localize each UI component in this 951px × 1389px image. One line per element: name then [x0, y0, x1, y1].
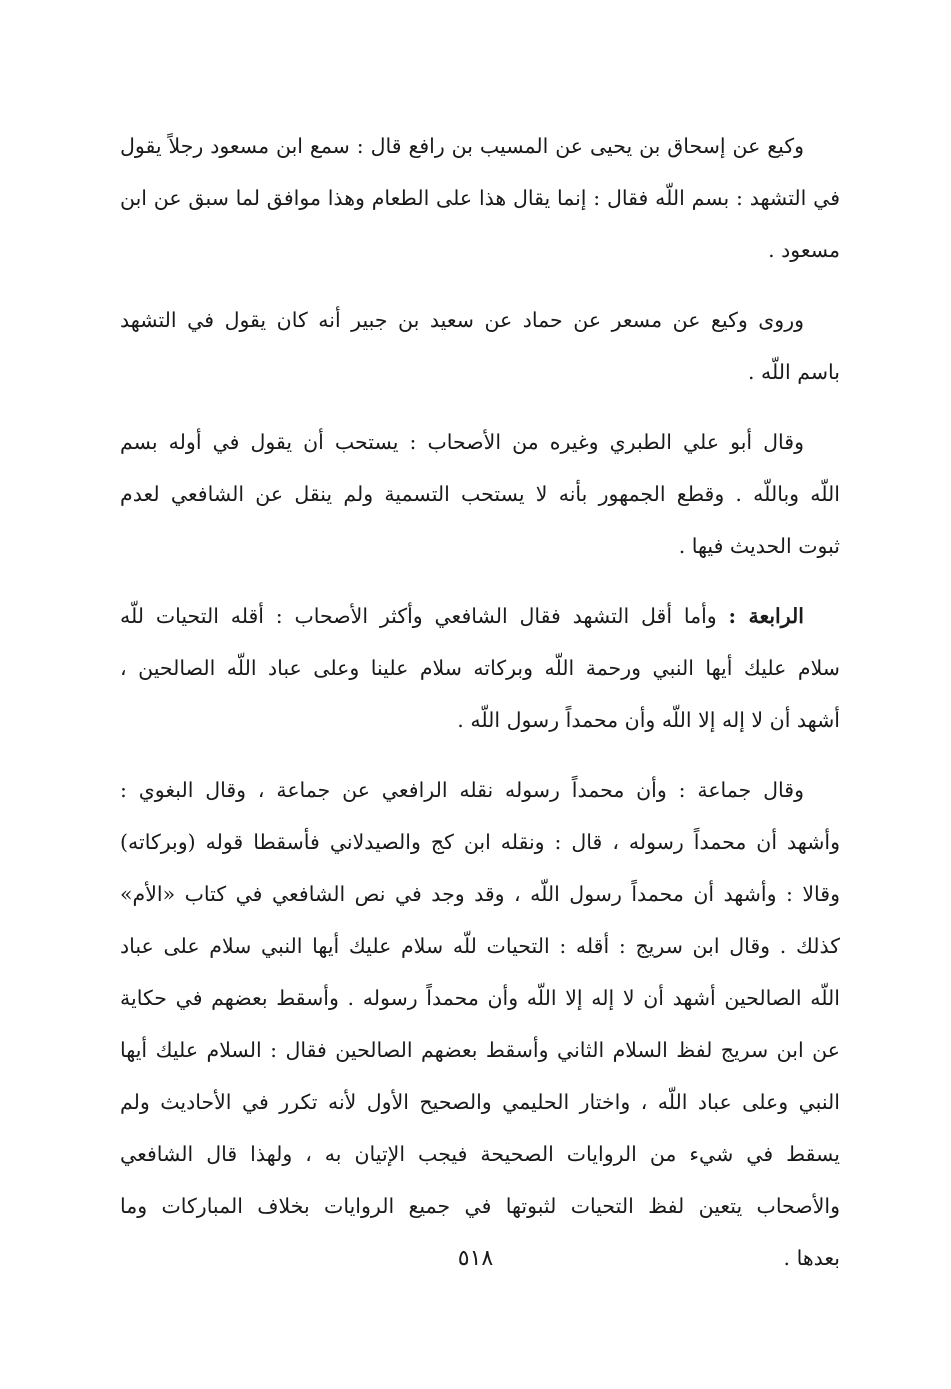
text-line: أشهد أن لا إله إلا اللّه وأن محمداً رسول اللّه . — [457, 708, 840, 732]
text-line: وقالا : وأشهد أن محمداً رسول اللّه ، وقد وجد في نص الشافعي في كتاب «الأم» — [120, 882, 840, 906]
paragraph-5 — [120, 764, 840, 1284]
text-line: وقال جماعة : وأن محمداً رسوله نقله الرافعي عن جماعة ، وقال البغوي : — [120, 778, 804, 802]
section-heading-word: الرابعة : — [728, 604, 804, 628]
text-line: يسقط في شيء من الروايات الصحيحة فيجب الإتيان به ، ولهذا قال الشافعي — [120, 1142, 840, 1166]
text-line: بعدها . — [783, 1246, 840, 1270]
text-line: في التشهد : بسم اللّه فقال : إنما يقال هذا على الطعام وهذا موافق لما سبق عن ابن — [120, 186, 840, 210]
text-line: اللّه وباللّه . وقطع الجمهور بأنه لا يستحب التسمية ولم ينقل عن الشافعي لعدم — [120, 482, 840, 506]
paragraph-4 — [120, 590, 840, 746]
paragraph-3 — [120, 416, 840, 572]
text-line: وأشهد أن محمداً رسوله ، قال : ونقله ابن كج والصيدلاني فأسقطا قوله (وبركاته) — [120, 830, 840, 854]
text-line: كذلك . وقال ابن سريج : أقله : التحيات للّه سلام عليك أيها النبي سلام على عباد — [120, 934, 840, 958]
text-line: وروى وكيع عن مسعر عن حماد عن سعيد بن جبير أنه كان يقول في التشهد — [120, 308, 804, 332]
text-line: باسم اللّه . — [747, 360, 840, 384]
page-body — [120, 120, 840, 1302]
page-number: ٥١٨ — [457, 1246, 494, 1271]
text-line: عن ابن سريج لفظ السلام الثاني وأسقط بعضهم الصالحين فقال : السلام عليك أيها — [120, 1038, 840, 1062]
text-line: وقال أبو علي الطبري وغيره من الأصحاب : يستحب أن يقول في أوله بسم — [120, 430, 804, 454]
text-line — [120, 590, 840, 642]
paragraph-2 — [120, 294, 840, 398]
text-line: مسعود . — [768, 238, 840, 262]
text-line: سلام عليك أيها النبي ورحمة اللّه وبركاته سلام علينا وعلى عباد اللّه الصالحين ، — [120, 656, 840, 680]
text-line: اللّه الصالحين أشهد أن لا إله إلا اللّه وأن محمداً رسوله . وأسقط بعضهم في حكاية — [120, 986, 840, 1010]
text-line-rest: وأما أقل التشهد فقال الشافعي وأكثر الأصحاب : أقله التحيات للّه — [120, 604, 717, 628]
paragraph-1 — [120, 120, 840, 276]
text-line: والأصحاب يتعين لفظ التحيات لثبوتها في جميع الروايات بخلاف المباركات وما — [120, 1194, 840, 1218]
text-line: وكيع عن إسحاق بن يحيى عن المسيب بن رافع قال : سمع ابن مسعود رجلاً يقول — [120, 134, 804, 158]
text-line: النبي وعلى عباد اللّه ، واختار الحليمي والصحيح الأول لأنه تكرر في الأحاديث ولم — [120, 1090, 840, 1114]
text-line: ثبوت الحديث فيها . — [678, 534, 840, 558]
